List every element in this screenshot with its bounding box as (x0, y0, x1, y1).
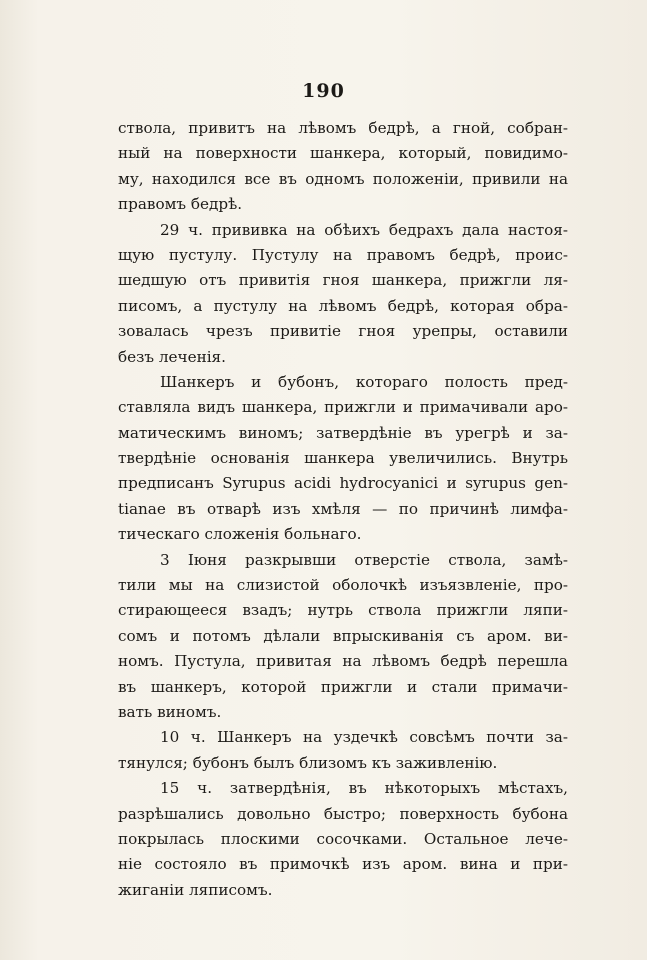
text-line: разрѣшались довольно быстро; поверхность бубона (118, 804, 568, 823)
text-line: писомъ, а пустулу на лѣвомъ бедрѣ, которая обра- (118, 296, 568, 315)
text-line: покрылась плоскими сосочками. Остальное лече- (118, 829, 568, 848)
text-line: номъ. Пустула, привитая на лѣвомъ бедрѣ перешла (118, 652, 568, 671)
text-line: 3 Іюня разкрывши отверстіе ствола, замѣ- (160, 550, 568, 569)
text-line: вать виномъ. (118, 702, 222, 721)
text-line: ставляла видъ шанкера, прижгли и примачивали аро- (118, 398, 568, 417)
text-line: правомъ бедрѣ. (118, 195, 243, 214)
text-line: 15 ч. затвердѣнія, въ нѣкоторыхъ мѣстахъ, (160, 779, 568, 798)
paragraph (118, 725, 568, 776)
paragraph (118, 776, 568, 903)
text-line: 29 ч. прививка на обѣихъ бедрахъ дала настоя- (160, 220, 568, 239)
paragraph (118, 370, 568, 548)
text-line: матическимъ виномъ; затвердѣніе въ урегрѣ и за- (118, 423, 568, 442)
text-line: 10 ч. Шанкеръ на уздечкѣ совсѣмъ почти за- (160, 728, 568, 747)
text-line: жиганіи ляписомъ. (118, 880, 273, 899)
text-line: тянулся; бубонъ былъ близомъ къ заживленію. (118, 753, 498, 772)
body-text (118, 116, 568, 903)
text-line: tianae въ отварѣ изъ хмѣля — по причинѣ лимфа- (118, 499, 568, 518)
text-line: стирающееся взадъ; нутрь ствола прижгли ляпи- (118, 601, 568, 620)
text-line: ный на поверхности шанкера, который, повидимо- (118, 144, 568, 163)
paragraph (118, 218, 568, 370)
paragraph (118, 548, 568, 726)
text-line: тили мы на слизистой оболочкѣ изъязвленіе, про- (118, 576, 568, 595)
text-line: ствола, привитъ на лѣвомъ бедрѣ, а гной, собран- (118, 119, 568, 137)
text-line: Шанкеръ и бубонъ, котораго полость пред- (160, 372, 568, 391)
page-number: 190 (302, 80, 345, 102)
text-line: щую пустулу. Пустулу на правомъ бедрѣ, проис- (118, 245, 568, 264)
text-line: твердѣніе основанія шанкера увеличились. Внутрь (118, 449, 568, 468)
text-line: му, находился все въ одномъ положеніи, привили на (118, 169, 568, 188)
text-line: ніе состояло въ примочкѣ изъ аром. вина и при- (118, 855, 568, 874)
text-line: зовалась чрезъ привитіе гноя урепры, оставили (118, 322, 568, 341)
text-line: тическаго сложенія больнаго. (118, 525, 362, 544)
text-line: безъ леченія. (118, 347, 226, 366)
text-line: предписанъ Syrupus acidi hydrocyanici и syrupus gen- (118, 474, 568, 493)
paragraph (118, 116, 568, 218)
text-line: сомъ и потомъ дѣлали впрыскиванія съ аром. ви- (118, 626, 568, 645)
text-line: въ шанкеръ, которой прижгли и стали примачи- (118, 677, 568, 696)
text-line: шедшую отъ привитія гноя шанкера, прижгли ля- (118, 271, 568, 290)
